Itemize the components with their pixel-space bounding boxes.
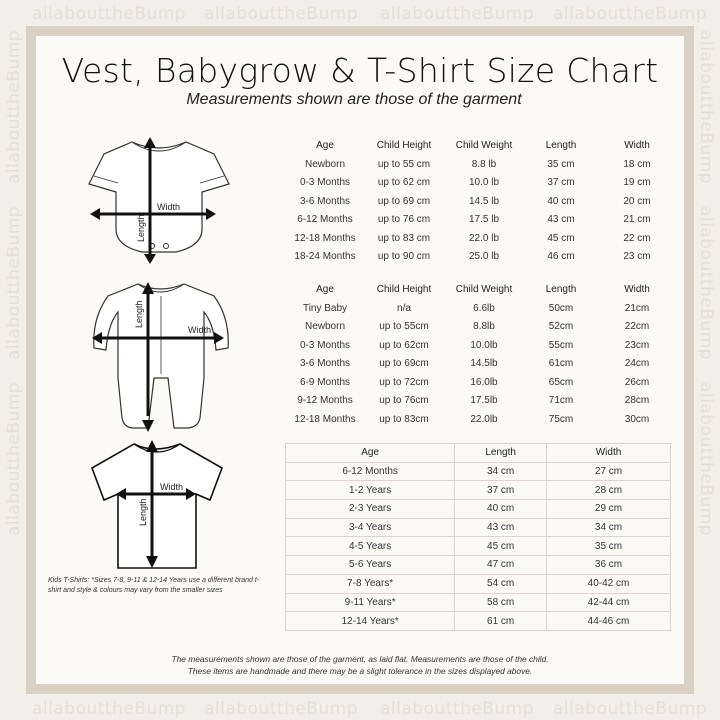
length-label: Length: [134, 300, 144, 328]
table-cell: 50cm: [548, 302, 574, 314]
table-cell: up to 83 cm: [377, 232, 431, 244]
table-cell: 29 cm: [547, 500, 671, 519]
footer-line: These items are handmade and there may be a slight tolerance in the sizes displayed above.: [187, 665, 533, 676]
column-header: Width: [624, 284, 650, 295]
table-cell: up to 72cm: [379, 376, 429, 388]
column-header: Length: [545, 284, 577, 295]
watermark-text: allabouttheBump: [32, 699, 187, 719]
table-cell: 44-46 cm: [547, 612, 671, 631]
column-header: Child Weight: [455, 140, 513, 151]
watermark-text: allabouttheBump: [204, 699, 359, 719]
table-cell: 12-14 Years*: [286, 612, 455, 631]
table-cell: 65cm: [548, 376, 574, 388]
table-cell: up to 69 cm: [377, 195, 431, 207]
table-cell: 19 cm: [623, 177, 651, 188]
table-cell: 35 cm: [547, 158, 575, 170]
table-cell: 23 cm: [623, 251, 651, 262]
table-row: [286, 481, 671, 500]
table-cell: up to 62cm: [379, 339, 429, 351]
column-header: Width: [547, 444, 671, 463]
tshirt-size-table: [285, 443, 671, 631]
table-cell: 17.5lb: [470, 395, 498, 406]
table-cell: 43 cm: [547, 214, 575, 225]
table-cell: 1-2 Years: [286, 481, 455, 500]
table-row: [286, 556, 671, 575]
column-header: Age: [316, 140, 334, 151]
table-cell: 45 cm: [455, 537, 547, 556]
table-cell: 12-18 Months: [294, 413, 356, 425]
table-cell: 34 cm: [455, 462, 547, 481]
watermark-text: allabouttheBump: [553, 699, 708, 719]
column-header: Age: [316, 284, 334, 295]
table-cell: up to 62 cm: [377, 177, 431, 188]
table-cell: 3-6 Months: [299, 358, 351, 369]
tshirt-illustration: [84, 436, 234, 574]
width-label: Width: [160, 482, 184, 492]
table-cell: 8.8lb: [473, 321, 495, 332]
table-cell: 12-18 Months: [294, 232, 356, 244]
table-cell: 0-3 Months: [299, 339, 351, 351]
table-cell: 34 cm: [547, 518, 671, 537]
table-cell: 52cm: [548, 321, 574, 332]
table-cell: 37 cm: [547, 177, 575, 188]
table-cell: 20 cm: [623, 195, 651, 207]
table-cell: up to 76cm: [379, 395, 429, 406]
table-cell: 37 cm: [455, 481, 547, 500]
table-row: [286, 574, 671, 593]
table-cell: 6-12 Months: [297, 214, 353, 225]
watermark-text: allabouttheBump: [204, 4, 359, 24]
table-cell: 22.0 lb: [468, 232, 500, 244]
table-cell: n/a: [397, 302, 411, 314]
table-cell: 46 cm: [547, 251, 575, 262]
table-cell: 3-4 Years: [286, 518, 455, 537]
table-cell: Newborn: [304, 321, 346, 332]
table-cell: up to 55 cm: [377, 158, 431, 170]
watermark-text: allabouttheBump: [32, 4, 187, 24]
table-cell: up to 69cm: [379, 358, 429, 369]
table-cell: 47 cm: [455, 556, 547, 575]
table-cell: 23cm: [624, 339, 650, 351]
vest-size-table: [286, 137, 676, 267]
table-row: [286, 462, 671, 481]
table-cell: Newborn: [304, 158, 346, 170]
table-cell: 17.5 lb: [468, 214, 500, 225]
table-cell: 24cm: [624, 358, 650, 369]
column-header: Child Height: [376, 284, 432, 295]
table-cell: 28 cm: [547, 481, 671, 500]
column-header: Width: [624, 140, 650, 151]
table-cell: 61cm: [548, 358, 574, 369]
table-cell: 18 cm: [623, 158, 651, 170]
table-cell: 9-11 Years*: [286, 593, 455, 612]
table-cell: 58 cm: [455, 593, 547, 612]
table-cell: 40 cm: [547, 195, 575, 207]
table-cell: 26cm: [624, 376, 650, 388]
watermark-text: allabouttheBump: [380, 4, 535, 24]
watermark-text: allabouttheBump: [696, 30, 716, 185]
table-cell: 10.0lb: [470, 339, 498, 351]
table-cell: 45 cm: [547, 232, 575, 244]
width-label: Width: [188, 325, 212, 335]
table-cell: 9-12 Months: [297, 395, 353, 406]
table-cell: 4-5 Years: [286, 537, 455, 556]
table-cell: 55cm: [548, 339, 574, 351]
table-cell: up to 55cm: [379, 321, 429, 332]
table-cell: 10.0 lb: [468, 177, 500, 188]
watermark-text: allabouttheBump: [4, 29, 24, 184]
table-cell: 75cm: [548, 413, 574, 425]
column-header: Length: [545, 140, 577, 151]
column-header: Age: [286, 444, 455, 463]
table-cell: 35 cm: [547, 537, 671, 556]
table-cell: 3-6 Months: [299, 195, 351, 207]
table-cell: 61 cm: [455, 612, 547, 631]
width-label: Width: [157, 202, 181, 212]
table-cell: 7-8 Years*: [286, 574, 455, 593]
table-row: [286, 537, 671, 556]
table-header-row: [286, 444, 671, 463]
babygrow-size-table: [286, 281, 676, 429]
table-cell: 27 cm: [547, 462, 671, 481]
table-cell: 40 cm: [455, 500, 547, 519]
vest-illustration: [84, 134, 234, 264]
watermark-text: allabouttheBump: [4, 205, 24, 360]
column-header: Child Weight: [455, 284, 513, 295]
watermark-text: allabouttheBump: [4, 381, 24, 536]
footer-note: [36, 654, 684, 677]
watermark-text: allabouttheBump: [553, 4, 708, 24]
table-cell: 71cm: [548, 395, 574, 406]
page-title: Vest, Babygrow & T-Shirt Size Chart: [61, 51, 659, 90]
table-cell: 25.0 lb: [468, 251, 500, 262]
table-cell: 28cm: [624, 395, 650, 406]
table-cell: up to 76 cm: [377, 214, 431, 225]
watermark-text: allabouttheBump: [380, 699, 535, 719]
babygrow-illustration: [88, 278, 238, 433]
table-cell: 30cm: [624, 413, 650, 425]
table-cell: up to 83cm: [379, 413, 429, 425]
table-cell: 6.6lb: [473, 302, 495, 314]
table-row: [286, 518, 671, 537]
table-cell: 16.0lb: [470, 376, 498, 388]
table-cell: 36 cm: [547, 556, 671, 575]
size-chart-card: [36, 36, 684, 684]
table-row: [286, 612, 671, 631]
table-cell: 21 cm: [623, 214, 651, 225]
column-header: Child Height: [376, 140, 432, 151]
length-label: Length: [138, 498, 148, 526]
table-cell: 6-9 Months: [299, 376, 351, 388]
table-cell: 8.8 lb: [471, 158, 497, 170]
table-cell: 22.0lb: [470, 413, 498, 425]
table-row: [286, 500, 671, 519]
table-cell: Tiny Baby: [302, 302, 348, 314]
table-cell: 22cm: [624, 321, 650, 332]
table-cell: 5-6 Years: [286, 556, 455, 575]
table-row: [286, 593, 671, 612]
table-cell: up to 90 cm: [377, 251, 431, 262]
table-cell: 43 cm: [455, 518, 547, 537]
watermark-text: allabouttheBump: [696, 382, 716, 537]
table-cell: 40-42 cm: [547, 574, 671, 593]
table-cell: 0-3 Months: [299, 177, 351, 188]
table-cell: 42-44 cm: [547, 593, 671, 612]
table-cell: 18-24 Months: [294, 251, 356, 262]
table-cell: 2-3 Years: [286, 500, 455, 519]
kids-tshirt-note: Kids T-Shirts: *Sizes 7-8, 9-11 & 12-14 Years use a different brand t-shirt and style & colours may vary from the smaller sizes: [48, 577, 260, 594]
table-cell: 21cm: [624, 302, 650, 314]
column-header: Length: [455, 444, 547, 463]
length-label: Length: [136, 214, 146, 242]
table-cell: 14.5 lb: [468, 195, 500, 207]
footer-line: The measurements shown are those of the garment, as laid flat. Measurements are those of the child.: [171, 654, 549, 664]
table-cell: 6-12 Months: [286, 462, 455, 481]
table-cell: 22 cm: [623, 232, 651, 244]
table-cell: 54 cm: [455, 574, 547, 593]
watermark-text: allabouttheBump: [696, 206, 716, 361]
table-cell: 14.5lb: [470, 358, 498, 369]
page-subtitle: Measurements shown are those of the garment: [186, 91, 522, 108]
